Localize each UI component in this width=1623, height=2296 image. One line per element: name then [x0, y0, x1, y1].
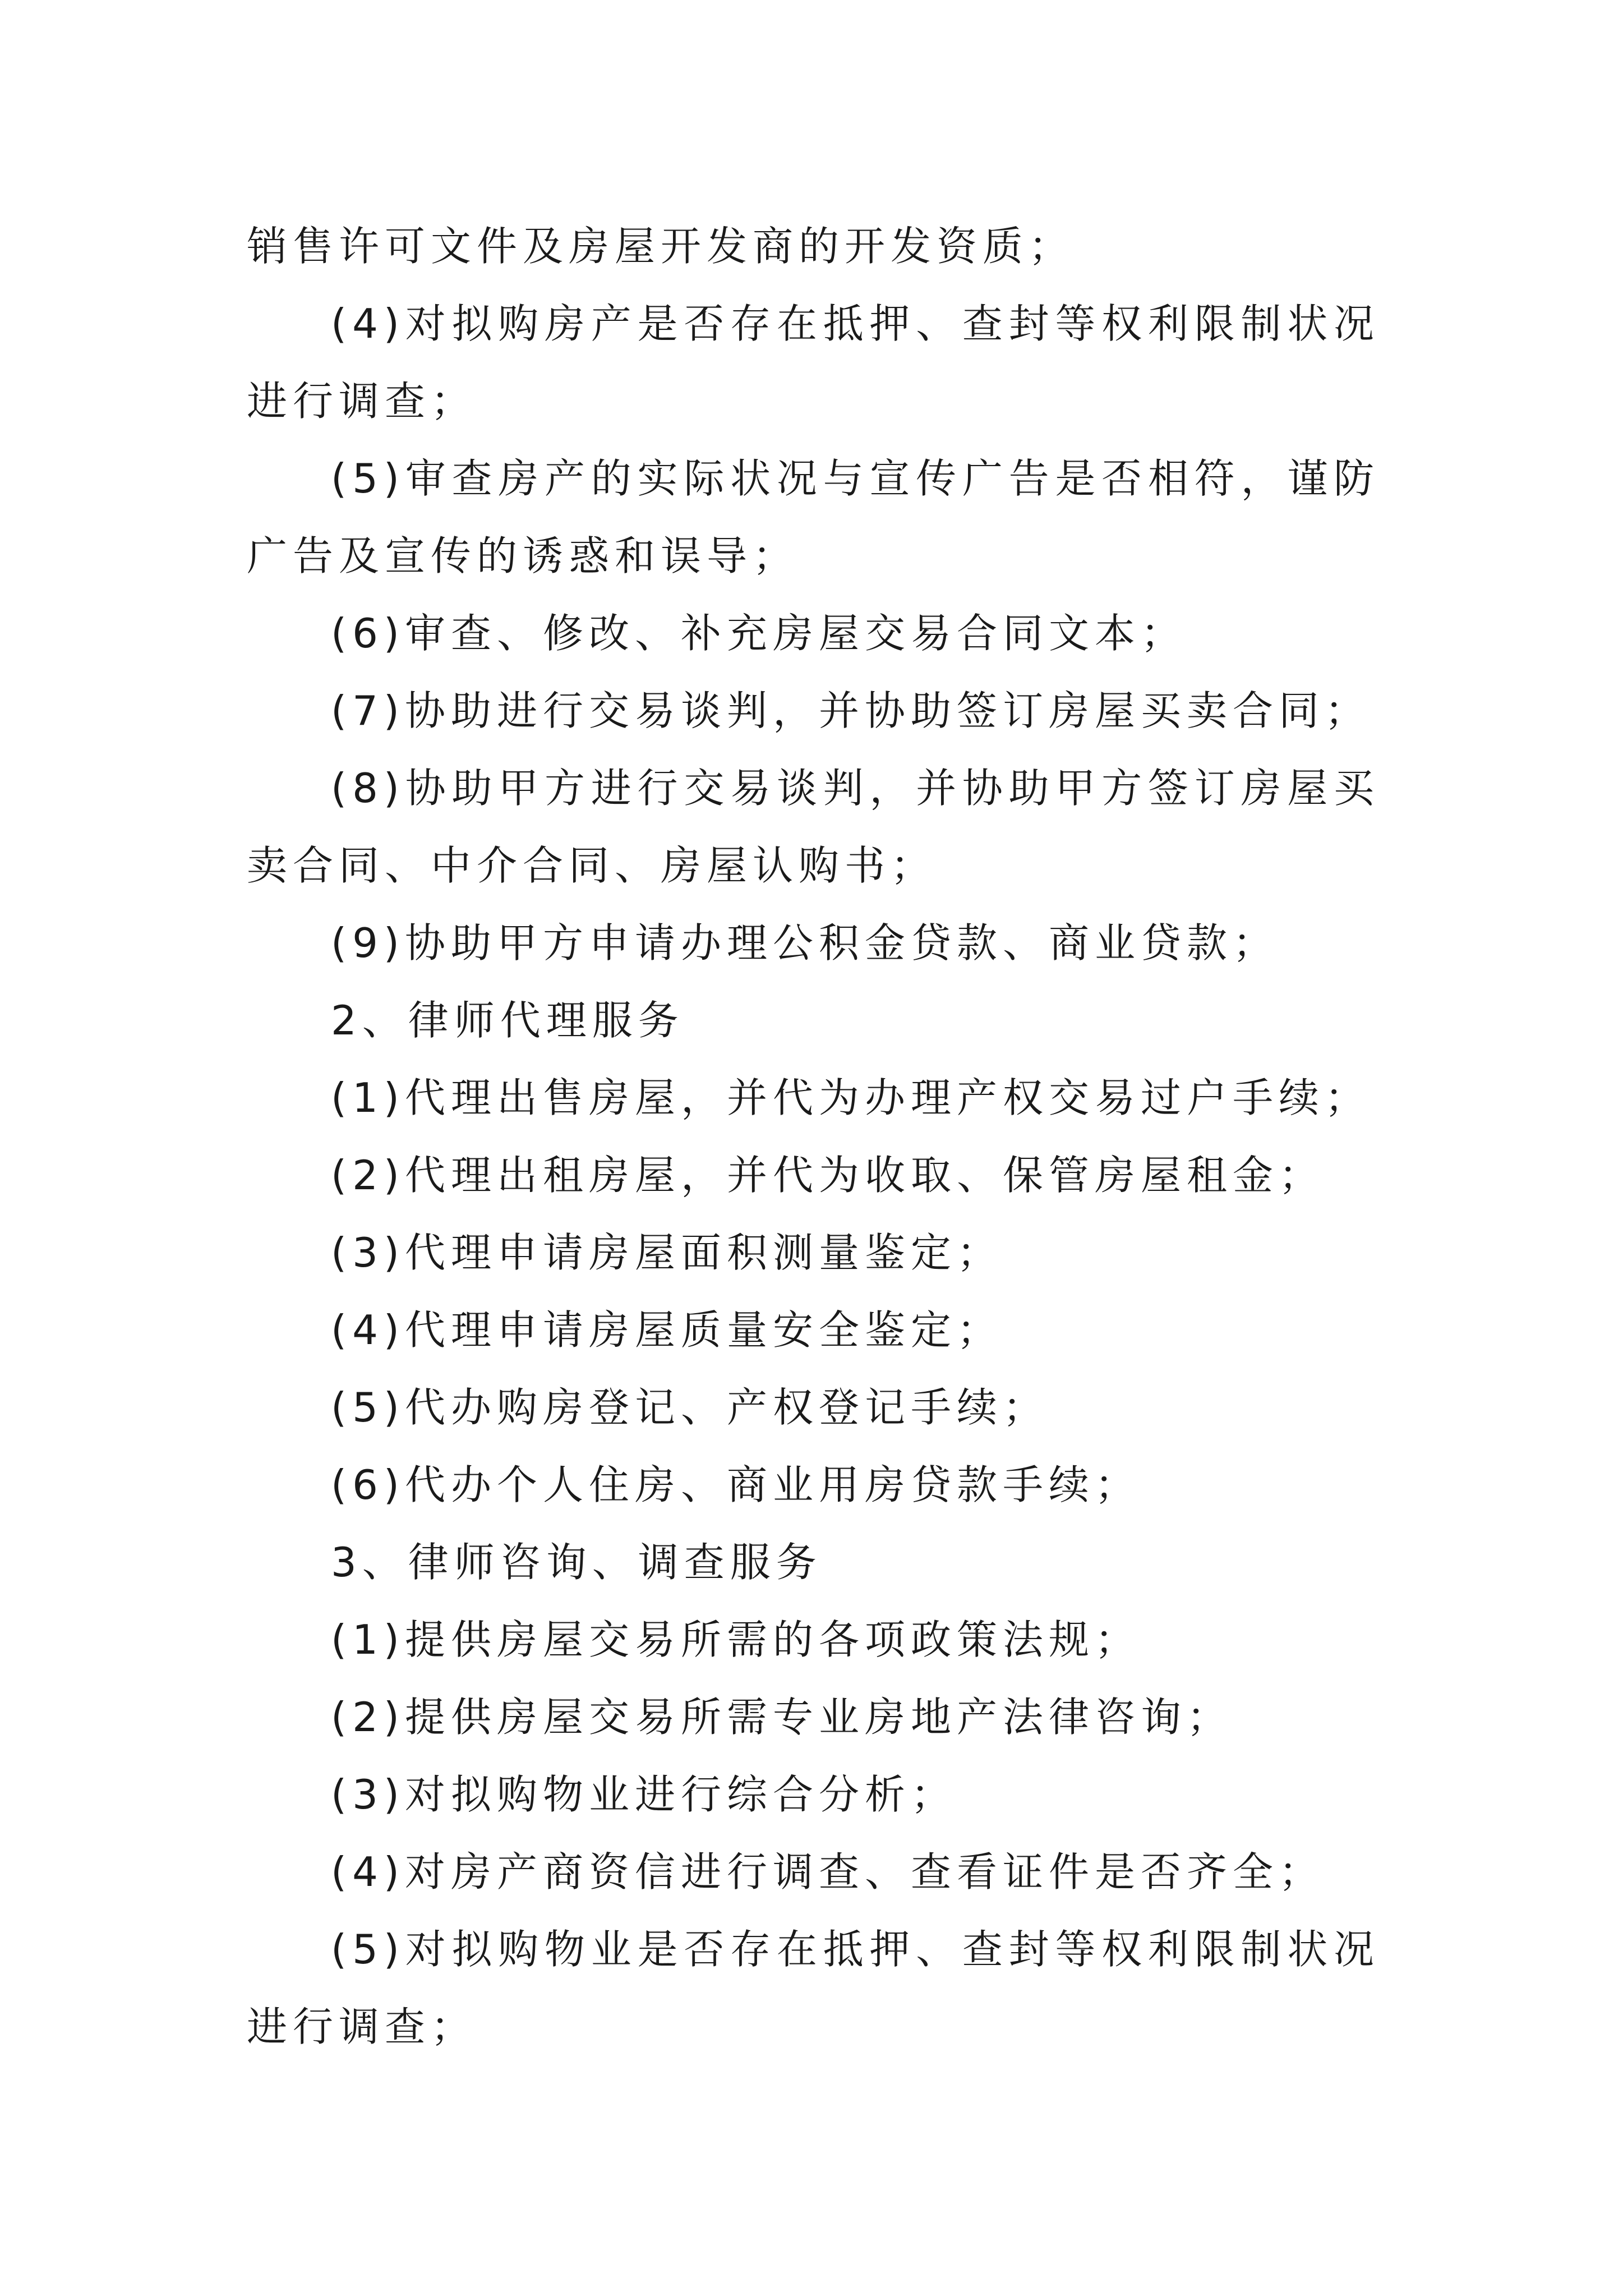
paragraph: (3)对拟购物业进行综合分析；	[331, 1771, 957, 1818]
paragraph: (4)对拟购房产是否存在抵押、查封等权利限制状况进行调查；	[247, 300, 1380, 425]
paragraph: (1)代理出售房屋，并代为办理产权交易过户手续；	[331, 1074, 1371, 1121]
paragraph: (2)代理出租房屋，并代为收取、保管房屋租金；	[331, 1152, 1325, 1199]
paragraph: (2)提供房屋交易所需专业房地产法律咨询；	[331, 1694, 1233, 1741]
paragraph: (3)代理申请房屋面积测量鉴定；	[331, 1229, 1003, 1276]
paragraph: (9)协助甲方申请办理公积金贷款、商业贷款；	[331, 919, 1279, 967]
paragraph: (6)审查、修改、补充房屋交易合同文本；	[331, 610, 1187, 657]
paragraph: (5)审查房产的实际状况与宣传广告是否相符，谨防广告及宣传的诱惑和误导；	[247, 455, 1380, 579]
paragraph: (6)代办个人住房、商业用房贷款手续；	[331, 1461, 1141, 1508]
paragraph: (7)协助进行交易谈判，并协助签订房屋买卖合同；	[331, 687, 1371, 734]
paragraph: (8)协助甲方进行交易谈判，并协助甲方签订房屋买卖合同、中介合同、房屋认购书；	[247, 765, 1380, 889]
paragraph: (5)对拟购物业是否存在抵押、查封等权利限制状况进行调查；	[247, 1926, 1380, 2050]
section-heading: 2、律师代理服务	[331, 997, 684, 1044]
paragraph: (4)代理申请房屋质量安全鉴定；	[331, 1306, 1003, 1354]
section-heading: 3、律师咨询、调查服务	[331, 1539, 822, 1586]
paragraph: (5)代办购房登记、产权登记手续；	[331, 1384, 1049, 1431]
document-body	[247, 208, 1380, 2065]
paragraph: 销售许可文件及房屋开发商的开发资质；	[247, 223, 1075, 270]
paragraph: (4)对房产商资信进行调查、查看证件是否齐全；	[331, 1848, 1325, 1895]
paragraph: (1)提供房屋交易所需的各项政策法规；	[331, 1616, 1141, 1663]
